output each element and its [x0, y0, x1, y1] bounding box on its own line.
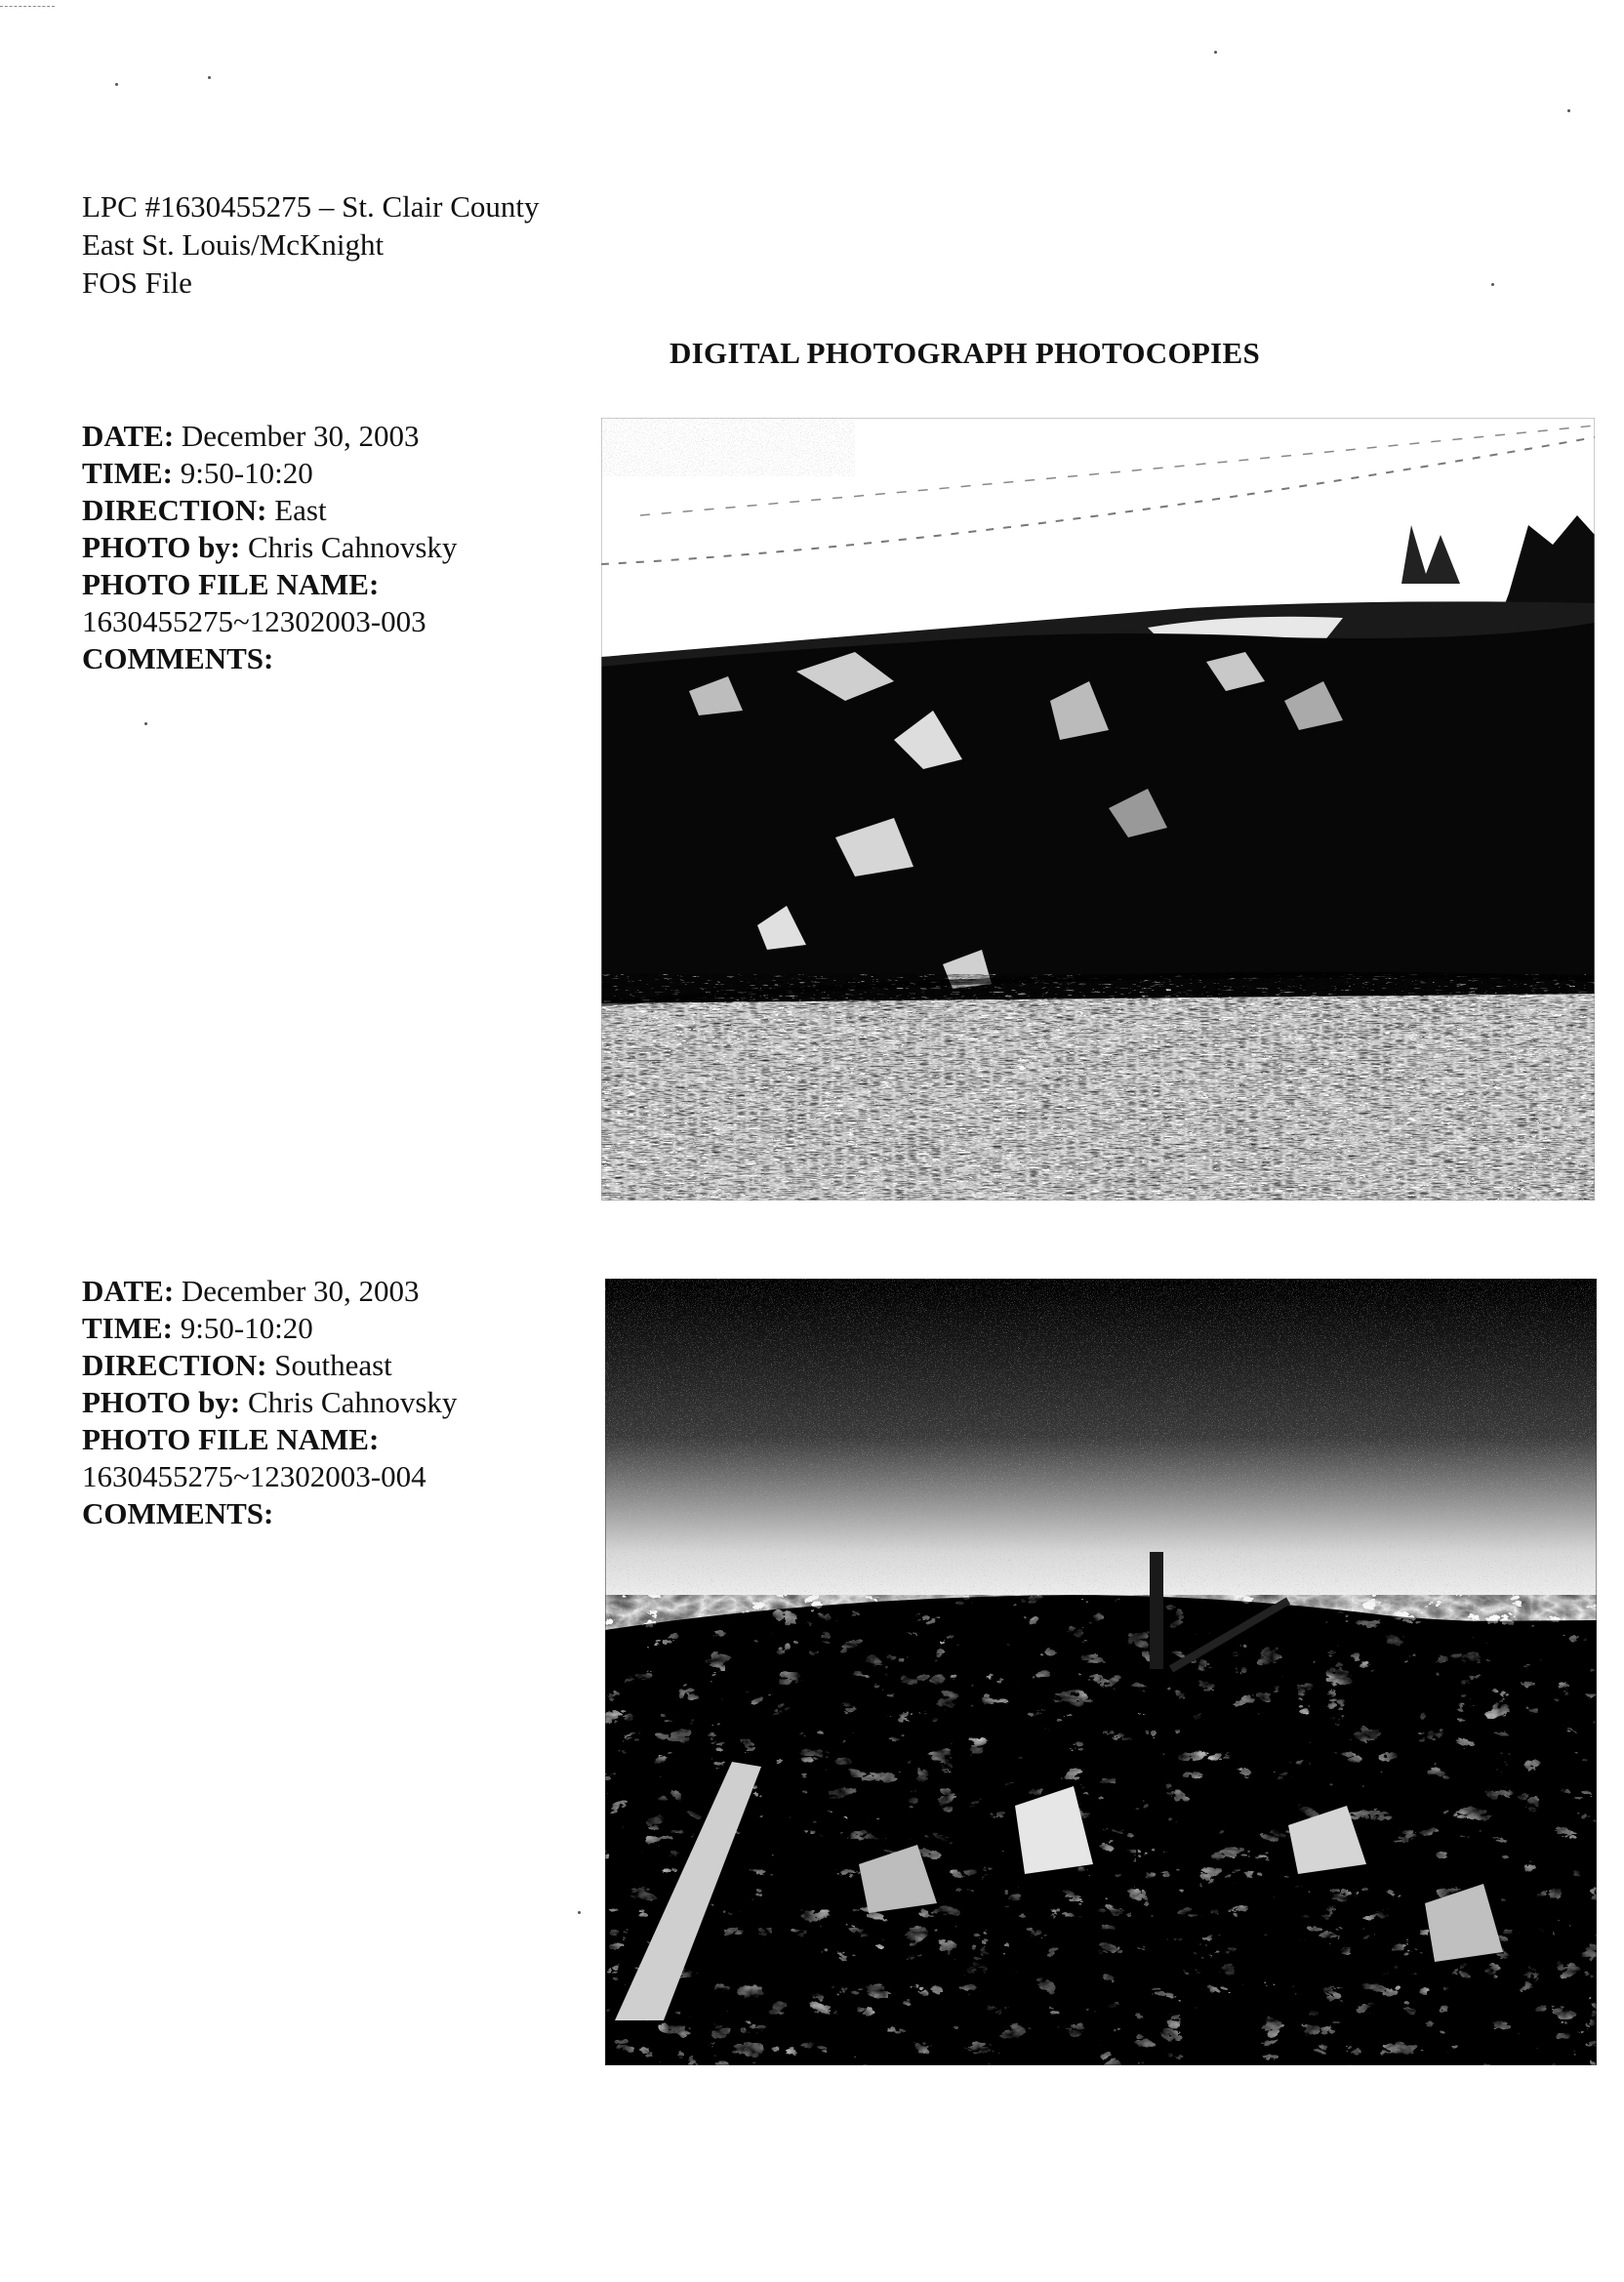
- comments-label: COMMENTS:: [82, 641, 274, 675]
- photo-east-image: [601, 418, 1595, 1201]
- direction-label: DIRECTION:: [82, 1348, 267, 1382]
- photo-info-2: [82, 1273, 457, 1532]
- comments-label: COMMENTS:: [82, 1496, 274, 1530]
- comments-row: [82, 640, 457, 677]
- time-value: 9:50-10:20: [180, 456, 313, 490]
- time-row: [82, 455, 457, 492]
- time-row: [82, 1310, 457, 1347]
- date-label: DATE:: [82, 1274, 175, 1308]
- header-line-location: East St. Louis/McKnight: [82, 227, 385, 262]
- photo-southeast-debris: [605, 1279, 1597, 2065]
- direction-label: DIRECTION:: [82, 493, 267, 527]
- time-label: TIME:: [82, 1311, 173, 1345]
- direction-value: East: [274, 493, 327, 527]
- date-value: December 30, 2003: [181, 419, 420, 453]
- document-header: [82, 187, 539, 302]
- file-name-label: PHOTO FILE NAME:: [82, 567, 380, 601]
- direction-value: Southeast: [274, 1348, 392, 1382]
- direction-row: [82, 492, 457, 529]
- photo-info-1: [82, 418, 457, 677]
- photo-by-value: Chris Cahnovsky: [247, 530, 458, 564]
- date-value: December 30, 2003: [181, 1274, 420, 1308]
- time-label: TIME:: [82, 456, 173, 490]
- photo-by-row: [82, 1384, 457, 1421]
- header-line-site: LPC #1630455275 – St. Clair County: [82, 189, 540, 224]
- scan-speck: [208, 76, 211, 79]
- scan-speck: [578, 1911, 581, 1914]
- file-name-value: 1630455275~12302003-004: [82, 1459, 426, 1493]
- scan-edge-mark: [0, 6, 55, 7]
- scan-speck: [1491, 283, 1494, 286]
- file-name-label: PHOTO FILE NAME:: [82, 1422, 380, 1456]
- photo-by-label: PHOTO by:: [82, 530, 241, 564]
- photo-by-row: [82, 529, 457, 566]
- scan-speck: [115, 83, 118, 86]
- scan-speck: [1214, 51, 1217, 54]
- header-line-file: FOS File: [82, 265, 192, 300]
- date-label: DATE:: [82, 419, 175, 453]
- comments-row: [82, 1495, 457, 1532]
- scan-speck: [1567, 109, 1570, 112]
- time-value: 9:50-10:20: [180, 1311, 313, 1345]
- date-row: [82, 1273, 457, 1310]
- photo-by-value: Chris Cahnovsky: [247, 1385, 458, 1419]
- scan-speck: [144, 722, 147, 725]
- page-title: DIGITAL PHOTOGRAPH PHOTOCOPIES: [670, 336, 1260, 370]
- date-row: [82, 418, 457, 455]
- photo-by-label: PHOTO by:: [82, 1385, 241, 1419]
- file-name-value: 1630455275~12302003-003: [82, 604, 426, 638]
- photo-southeast-image: [605, 1279, 1597, 2065]
- direction-row: [82, 1347, 457, 1384]
- photo-east-debris: [601, 418, 1595, 1201]
